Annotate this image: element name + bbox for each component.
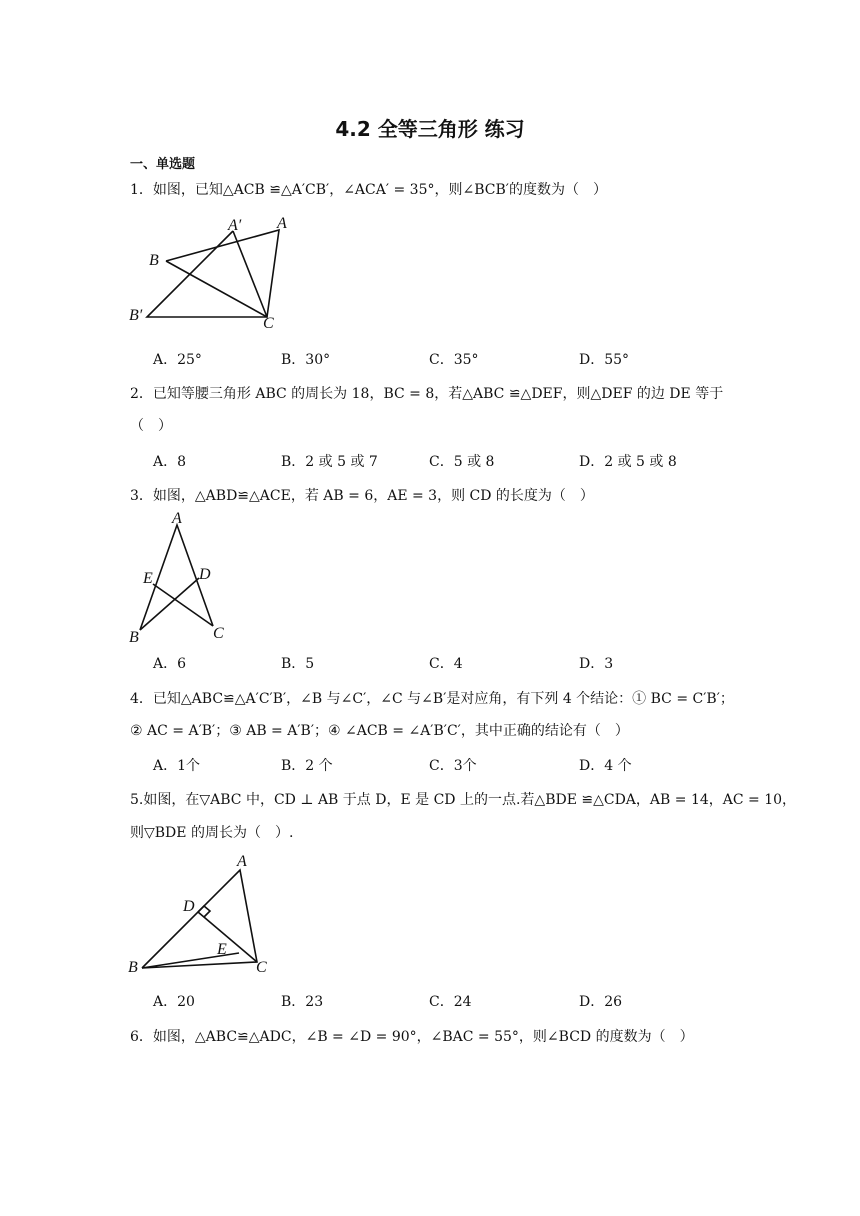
label-a-prime: A′	[228, 217, 242, 234]
option-a[interactable]: A．6	[153, 656, 187, 672]
label-b: B	[149, 252, 159, 269]
question-5-text-cont: 则▽BDE 的周长为（ ）.	[130, 825, 294, 841]
label-a: A	[277, 215, 287, 232]
option-c[interactable]: C．4	[429, 656, 463, 672]
label-a: A	[237, 853, 247, 870]
option-d[interactable]: D．55°	[579, 352, 630, 368]
question-3-figure	[125, 508, 240, 648]
option-b[interactable]: B．23	[281, 994, 324, 1010]
label-e: E	[217, 941, 227, 958]
option-a[interactable]: A．1个	[153, 758, 201, 774]
label-d: D	[183, 898, 195, 915]
option-a[interactable]: A．8	[153, 454, 187, 470]
question-2-text: 2．已知等腰三角形 ABC 的周长为 18，BC = 8，若△ABC ≌△DEF，则△DEF 的边 DE 等于	[130, 386, 724, 402]
option-b[interactable]: B．30°	[281, 352, 331, 368]
label-b-prime: B′	[129, 307, 143, 324]
question-5-figure	[125, 850, 285, 980]
option-b[interactable]: B．2 或 5 或 7	[281, 454, 378, 470]
label-b: B	[129, 629, 139, 646]
question-5-text: 5.如图，在▽ABC 中，CD ⊥ AB 于点 D，E 是 CD 上的一点.若△BDE ≌△CDA，AB = 14，AC = 10，	[130, 792, 797, 808]
label-d: D	[199, 566, 211, 583]
option-c[interactable]: C．3个	[429, 758, 477, 774]
question-4-text: 4．已知△ABC≌△A′C′B′，∠B 与∠C′，∠C 与∠B′是对应角，有下列 4 个结论：① BC = C′B′；	[130, 691, 734, 707]
option-c[interactable]: C．24	[429, 994, 472, 1010]
question-6-text: 6．如图，△ABC≌△ADC，∠B = ∠D = 90°，∠BAC = 55°，则∠BCD 的度数为（ ）	[130, 1029, 694, 1045]
option-c[interactable]: C．35°	[429, 352, 479, 368]
question-3-text: 3．如图，△ABD≌△ACE，若 AB = 6，AE = 3，则 CD 的长度为（ ）	[130, 488, 594, 504]
label-c: C	[213, 625, 224, 642]
section-heading: 一、单选题	[130, 157, 196, 172]
option-d[interactable]: D．26	[579, 994, 623, 1010]
option-a[interactable]: A．25°	[153, 352, 202, 368]
question-4-text-cont: ② AC = A′B′；③ AB = A′B′；④ ∠ACB = ∠A′B′C′，其中正确的结论有（ ）	[130, 723, 629, 739]
question-2-text-cont: （ ）	[130, 418, 172, 434]
option-d[interactable]: D．3	[579, 656, 614, 672]
label-c: C	[256, 959, 267, 976]
question-1-figure	[125, 210, 295, 335]
label-e: E	[143, 570, 153, 587]
option-d[interactable]: D．2 或 5 或 8	[579, 454, 677, 470]
question-1-text: 1．如图，已知△ACB ≌△A′CB′，∠ACA′ = 35°，则∠BCB′的度数为（ ）	[130, 182, 607, 198]
option-b[interactable]: B．2 个	[281, 758, 333, 774]
page-title: 4.2 全等三角形 练习	[335, 117, 525, 141]
option-d[interactable]: D．4 个	[579, 758, 632, 774]
option-a[interactable]: A．20	[153, 994, 195, 1010]
label-a: A	[172, 510, 182, 527]
label-b: B	[128, 959, 138, 976]
option-c[interactable]: C．5 或 8	[429, 454, 495, 470]
label-c: C	[263, 315, 274, 332]
option-b[interactable]: B．5	[281, 656, 315, 672]
